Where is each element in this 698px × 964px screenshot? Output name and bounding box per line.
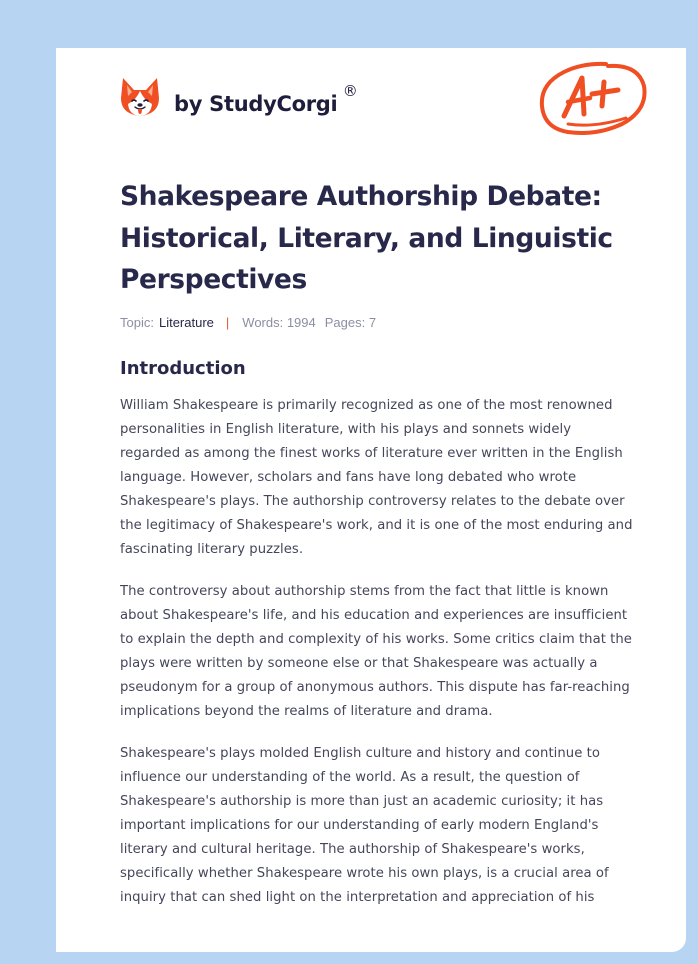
paragraph: William Shakespeare is primarily recognized as one of the most renowned personalities in English literature, with his plays and sonnets widely regarded as among the finest works of literature ever written in the English language. However, scholars and fans have long debated who wrote Shakespeare's plays. The authorship controversy relates to the debate over the legitimacy of Shakespeare's work, and it is one of the most enduring and fascinating literary puzzles. (120, 397, 633, 557)
brand-text: by StudyCorgi (174, 92, 338, 116)
article (120, 176, 634, 910)
a-plus-grade-icon (538, 58, 648, 138)
article-meta (120, 314, 634, 332)
brand-name (174, 82, 358, 116)
page-count: Pages: 7 (324, 314, 377, 330)
header (56, 48, 686, 158)
word-count: Words: 1994 (242, 314, 316, 330)
meta-separator: | (225, 314, 230, 330)
studycorgi-logo[interactable] (120, 76, 358, 120)
registered-mark: ® (342, 82, 358, 100)
corgi-icon (120, 76, 160, 120)
section-heading-introduction: Introduction (120, 357, 246, 379)
document-card (56, 48, 686, 952)
paragraph: Shakespeare's plays molded English culture and history and continue to influence our understanding of the world. As a result, the question of Shakespeare's authorship is more than just an academic curiosity; it has important implications for our understanding of early modern England's literary and cultural heritage. The authorship of Shakespeare's works, specifically whether Shakespeare wrote his own plays, is a crucial area of inquiry that can shed light on the interpretation and appreciation of his (120, 745, 609, 905)
paragraph: The controversy about authorship stems from the fact that little is known about Shakespeare's life, and his education and experiences are insufficient to explain the depth and complexity of his works. Some critics claim that the plays were written by someone else or that Shakespeare was actually a pseudonym for a group of anonymous authors. This dispute has far-reaching implications beyond the realms of literature and drama. (120, 583, 632, 719)
page-title: Shakespeare Authorship Debate: Historical, Literary, and Linguistic Perspectives (120, 181, 613, 295)
topic-label: Topic: (120, 314, 154, 330)
topic-link[interactable]: Literature (158, 314, 214, 330)
